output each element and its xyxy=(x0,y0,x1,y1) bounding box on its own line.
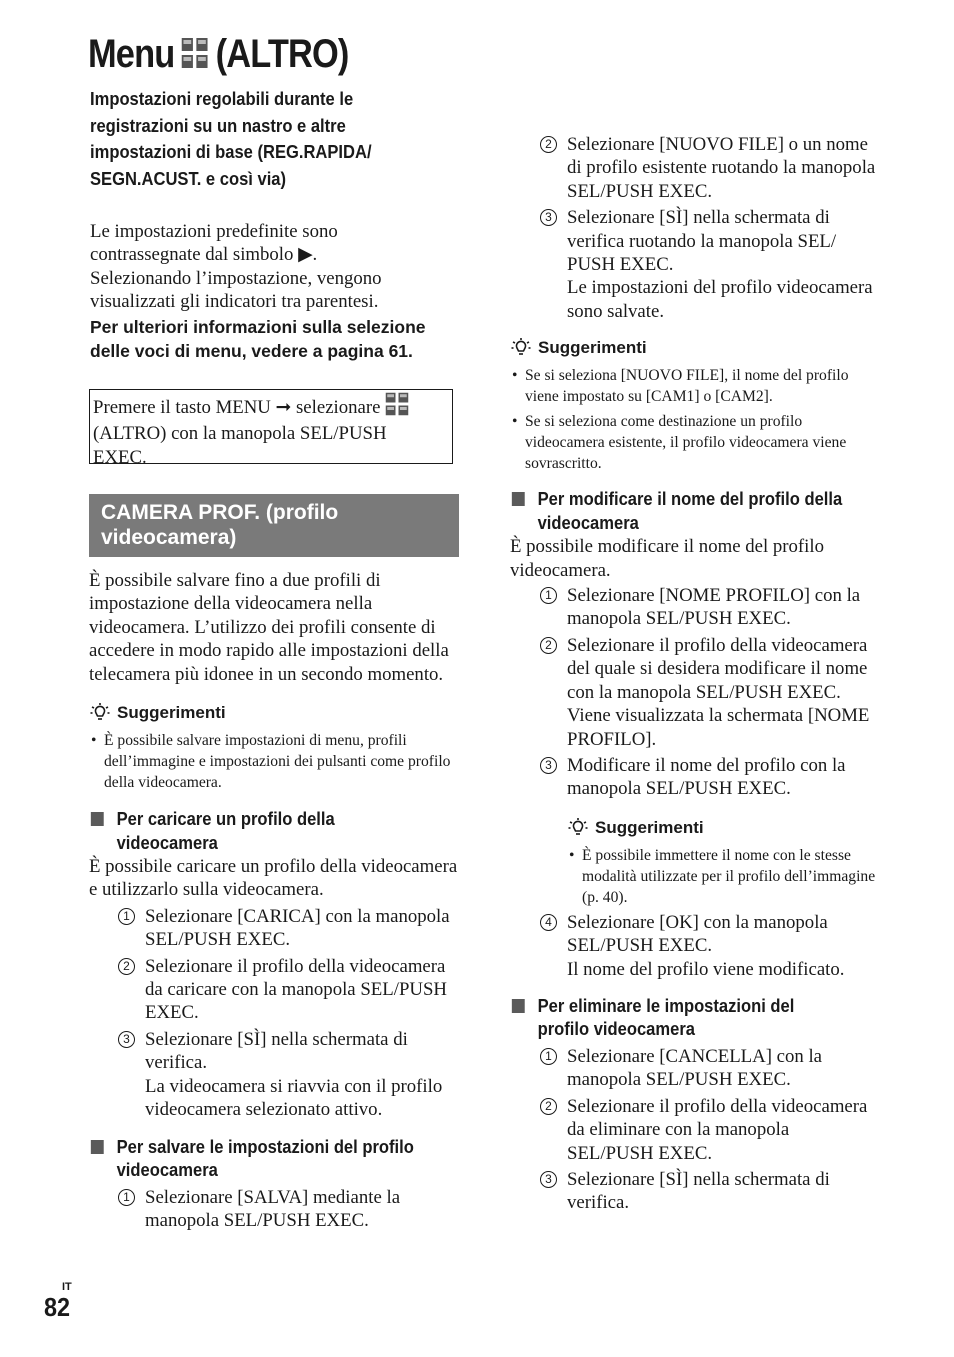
page-number: 82 xyxy=(44,1292,71,1322)
title-altro-word: (ALTRO) xyxy=(215,32,349,76)
step-item: 1 Selezionare [NOME PROFILO] con la manopola SEL/PUSH EXEC. xyxy=(540,584,880,631)
step-item: 2 Selezionare il profilo della videocamera da eliminare con la manopola SEL/PUSH EXEC. xyxy=(540,1095,880,1165)
step-item: 3 Modificare il nome del profilo con la manopola SEL/PUSH EXEC. xyxy=(540,754,880,801)
lightbulb-icon xyxy=(567,817,589,839)
step-item: 1 Selezionare [SALVA] mediante la manopola SEL/PUSH EXEC. xyxy=(118,1186,459,1233)
tips-heading: Suggerimenti xyxy=(89,702,459,724)
square-bullet-icon xyxy=(91,1140,104,1154)
load-heading: Per caricare un profilo della videocamera xyxy=(89,808,429,855)
page-language: IT xyxy=(62,1281,72,1293)
intro-default-text: Le impostazioni predefinite sono contrassegnate dal simbolo ▶. xyxy=(90,221,338,266)
instruction-box xyxy=(89,389,453,468)
delete-heading: Per eliminare le impostazioni del profilo videocamera xyxy=(510,995,850,1042)
intro-block xyxy=(90,220,435,363)
step-item: 3 Selezionare [SÌ] nella schermata di verifica ruotando la manopola SEL/ PUSH EXEC. Le impostazioni del profilo videocamera sono salvate. xyxy=(540,206,880,323)
step-note: La videocamera si riavvia con il profilo videocamera selezionato attivo. xyxy=(145,1075,443,1121)
lightbulb-icon xyxy=(89,702,111,724)
tip-item: • È possibile immettere il nome con le stesse modalità utilizzate per il profilo dell’immagine (p. 40). xyxy=(567,845,880,908)
instruction-part2: (ALTRO) con la manopola SEL/PUSH EXEC. xyxy=(93,423,387,468)
rename-heading: Per modificare il nome del profilo della videocamera xyxy=(510,488,850,535)
page-subtitle: Impostazioni regolabili durante le registrazioni su un nastro e altre impostazioni di base (REG.RAPIDA/ SEGN.ACUST. e così via) xyxy=(90,89,372,189)
square-bullet-icon xyxy=(512,492,525,506)
step-item: 3 Selezionare [SÌ] nella schermata di verifica. La videocamera si riavvia con il profilo videocamera selezionato attivo. xyxy=(118,1028,459,1122)
load-intro: È possibile caricare un profilo della videocamera e utilizzarlo sulla videocamera. xyxy=(89,856,458,901)
step-note: Il nome del profilo viene modificato. xyxy=(567,958,845,980)
square-bullet-icon xyxy=(512,999,525,1013)
load-steps xyxy=(118,905,459,1122)
left-column xyxy=(89,569,459,1232)
intro-indicator-text: Selezionando l’impostazione, vengono visualizzati gli indicatori tra parentesi. xyxy=(90,267,382,313)
step-item: 2 Selezionare il profilo della videocamera da caricare con la manopola SEL/PUSH EXEC. xyxy=(118,955,459,1025)
save-steps-right xyxy=(540,133,880,323)
section-header: CAMERA PROF. (profilo videocamera) xyxy=(89,494,459,557)
section-body: È possibile salvare fino a due profili di impostazione della videocamera nella videocamera. L’utilizzo dei profili consente di accedere in modo rapido alle impostazioni della telecamera più idonee in un secondo momento. xyxy=(89,570,449,685)
tip-item: • È possibile salvare impostazioni di menu, profili dell’immagine e impostazioni dei pulsanti come profilo della videocamera. xyxy=(89,730,459,793)
step-item: 1 Selezionare [CARICA] con la manopola SEL/PUSH EXEC. xyxy=(118,905,459,952)
tips-heading: Suggerimenti xyxy=(510,337,880,359)
intro-reference-text: Per ulteriori informazioni sulla selezione delle voci di menu, vedere a pagina 61. xyxy=(90,316,426,361)
tip-item: • Se si seleziona [NUOVO FILE], il nome del profilo viene impostato su [CAM1] o [CAM2]. xyxy=(510,365,880,407)
step-item: 2 Selezionare il profilo della videocamera del quale si desidera modificare il nome con la manopola SEL/PUSH EXEC. Viene visualizzata la schermata [NOME PROFILO]. xyxy=(540,634,880,751)
save-heading: Per salvare le impostazioni del profilo videocamera xyxy=(89,1136,429,1183)
tips-heading: Suggerimenti xyxy=(567,817,880,839)
tip-item: • Se si seleziona come destinazione un profilo videocamera esistente, il profilo videocamera viene sovrascritto. xyxy=(510,411,880,474)
title-menu-word: Menu xyxy=(88,32,175,76)
delete-steps xyxy=(540,1045,880,1215)
page-title xyxy=(88,28,348,82)
step-note: Le impostazioni del profilo videocamera sono salvate. xyxy=(567,277,873,322)
step-item: 2 Selezionare [NUOVO FILE] o un nome di profilo esistente ruotando la manopola SEL/PUSH EXEC. xyxy=(540,133,880,203)
right-column xyxy=(510,133,880,1215)
step-item: 3 Selezionare [SÌ] nella schermata di verifica. xyxy=(540,1168,880,1215)
step-item: 4 Selezionare [OK] con la manopola SEL/PUSH EXEC. Il nome del profilo viene modificato. xyxy=(540,911,880,981)
square-bullet-icon xyxy=(91,812,104,826)
altro-grid-icon xyxy=(385,392,409,422)
lightbulb-icon xyxy=(510,337,532,359)
rename-steps xyxy=(540,584,880,981)
step-item: 1 Selezionare [CANCELLA] con la manopola SEL/PUSH EXEC. xyxy=(540,1045,880,1092)
save-steps-left xyxy=(118,1186,459,1233)
step-note: Viene visualizzata la schermata [NOME PROFILO]. xyxy=(567,705,870,750)
altro-grid-icon xyxy=(181,30,209,82)
rename-intro: È possibile modificare il nome del profilo videocamera. xyxy=(510,536,824,581)
instruction-part1: Premere il tasto MENU ➞ selezionare xyxy=(93,397,381,418)
